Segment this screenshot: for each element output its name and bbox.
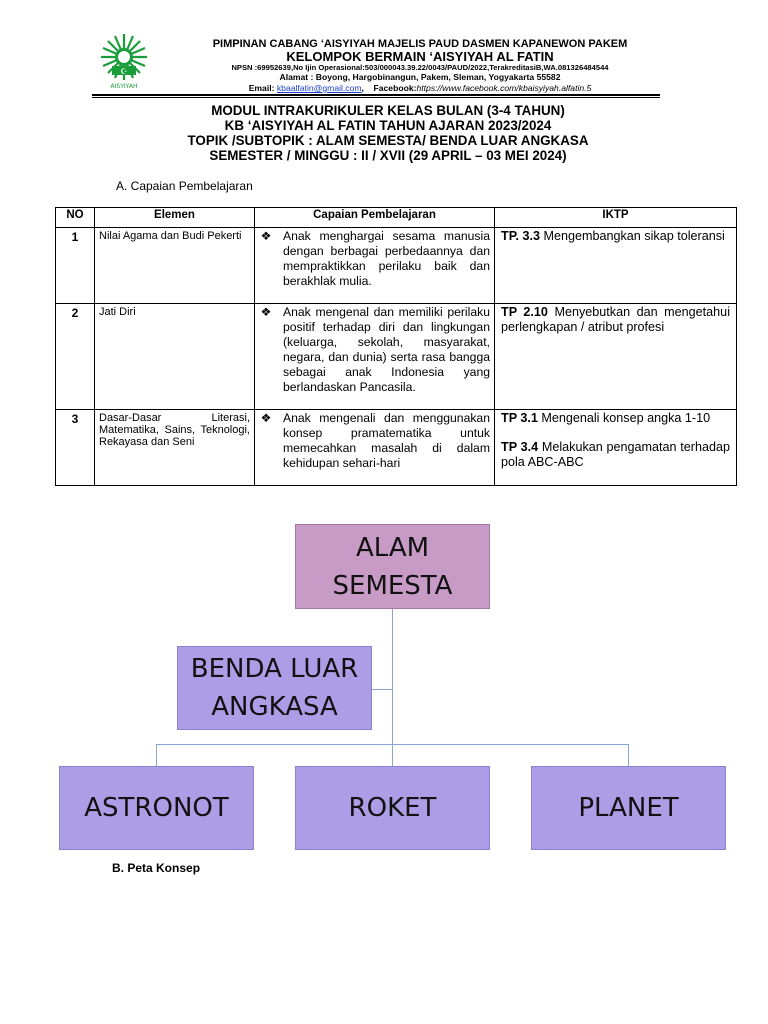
row-elemen: Dasar-Dasar Literasi, Matematika, Sains, Teknologi, Rekayasa dan Seni	[95, 410, 255, 486]
connector-child-roket	[392, 744, 393, 766]
logo-caption: AISYIYAH	[110, 83, 138, 90]
row-iktp	[495, 410, 737, 486]
aisyiyah-logo	[88, 30, 160, 90]
learning-outcomes-table	[55, 207, 737, 486]
iktp-text: Mengenali konsep angka 1-10	[537, 411, 711, 425]
concept-child-planet	[531, 766, 726, 850]
letterhead-address: Alamat : Boyong, Hargobinangun, Pakem, Sleman, Yogyakarta 55582	[279, 72, 561, 82]
module-title: MODUL INTRAKURIKULER KELAS BULAN (3-4 TAHUN)	[211, 103, 565, 118]
svg-text:☪: ☪	[120, 67, 128, 76]
semester-title: SEMESTER / MINGGU : II / XVII (29 APRIL – 03 MEI 2024)	[209, 148, 567, 163]
concept-child-roket	[295, 766, 490, 850]
connector-root-trunk	[392, 609, 393, 744]
concept-root-label: ALAM SEMESTA	[332, 532, 453, 601]
row-capaian	[255, 410, 495, 486]
header-no: NO	[56, 208, 95, 228]
diamond-bullet-icon: ❖	[260, 305, 272, 319]
header-capaian: Capaian Pembelajaran	[255, 208, 495, 228]
row-number: 2	[56, 304, 95, 410]
facebook-label: Facebook:	[373, 83, 417, 93]
school-year-title: KB ‘AISYIYAH AL FATIN TAHUN AJARAN 2023/2024	[224, 118, 552, 133]
connector-sub-branch	[372, 689, 392, 690]
table-row	[56, 304, 737, 410]
capaian-text: Anak mengenal dan memiliki perilaku positif terhadap diri dan lingkungan (keluarga, sekolah, masyarakat, negara, dan dunia) serta rasa bangga sebagai anak Indonesia yang berlandaskan Pancasila.	[283, 305, 490, 394]
row-number: 3	[56, 410, 95, 486]
iktp-text: Menyebutkan dan mengetahui perlengkapan / atribut profesi	[501, 305, 730, 334]
letterhead-rule	[92, 94, 660, 96]
iktp-code: TP. 3.3	[501, 229, 540, 243]
iktp-code: TP 3.4	[501, 440, 539, 454]
concept-sub-benda-luar-angkasa	[177, 646, 372, 730]
email-label: Email:	[248, 83, 275, 93]
letterhead-line-1: PIMPINAN CABANG ‘AISYIYAH MAJELIS PAUD DASMEN KAPANEWON PAKEM	[212, 38, 628, 50]
section-a-heading: A. Capaian Pembelajaran	[116, 179, 253, 193]
contact-separator: ,	[361, 83, 364, 93]
concept-child-astronot	[59, 766, 254, 850]
iktp-code: TP 3.1	[501, 411, 538, 425]
concept-sub-label: BENDA LUAR ANGKASA	[190, 654, 359, 722]
iktp-code: TP 2.10	[501, 305, 548, 319]
letterhead-contact	[170, 83, 670, 93]
section-b-heading: B. Peta Konsep	[112, 861, 201, 875]
table-row	[56, 228, 737, 304]
header-iktp: IKTP	[495, 208, 737, 228]
row-capaian	[255, 228, 495, 304]
header-elemen: Elemen	[95, 208, 255, 228]
row-elemen: Jati Diri	[95, 304, 255, 410]
concept-child-label: ASTRONOT	[84, 793, 229, 823]
diamond-bullet-icon: ❖	[260, 229, 272, 243]
letterhead-line-3: NPSN :69952639,No Ijin Operasional:503/000043.39.22/0043/PAUD/2022,TerakreditasiB,WA.081326484544	[231, 63, 609, 72]
table-row	[56, 410, 737, 486]
row-number: 1	[56, 228, 95, 304]
capaian-text: Anak mengenali dan menggunakan konsep pramatematika untuk memecahkan masalah di dalam kehidupan sehari-hari	[283, 411, 490, 470]
capaian-text: Anak menghargai sesama manusia dengan berbagai perbedaannya dan mempraktikkan perilaku baik dan berakhlak mulia.	[283, 229, 490, 288]
row-iktp	[495, 228, 737, 304]
concept-child-label: PLANET	[578, 793, 679, 823]
topic-title: TOPIK /SUBTOPIK : ALAM SEMESTA/ BENDA LUAR ANGKASA	[187, 133, 589, 148]
diamond-bullet-icon: ❖	[260, 411, 272, 425]
iktp-text: Melakukan pengamatan terhadap pola ABC-ABC	[501, 440, 731, 469]
facebook-link[interactable]: https://www.facebook.com/kbaisyiyah.alfatin.5	[416, 83, 592, 93]
connector-child-planet	[628, 744, 629, 766]
connector-child-astronot	[156, 744, 157, 766]
row-iktp	[495, 304, 737, 410]
iktp-text: Mengembangkan sikap toleransi	[539, 229, 725, 243]
letterhead-line-2: KELOMPOK BERMAIN ‘AISYIYAH AL FATIN	[286, 49, 554, 64]
email-link[interactable]: kbaalfatin@gmail.com	[276, 83, 362, 93]
row-elemen: Nilai Agama dan Budi Pekerti	[95, 228, 255, 304]
table-header-row	[56, 208, 737, 228]
letterhead-rule-thin	[92, 97, 660, 98]
concept-child-label: ROKET	[348, 793, 437, 823]
row-capaian	[255, 304, 495, 410]
concept-root-alam-semesta	[295, 524, 490, 609]
